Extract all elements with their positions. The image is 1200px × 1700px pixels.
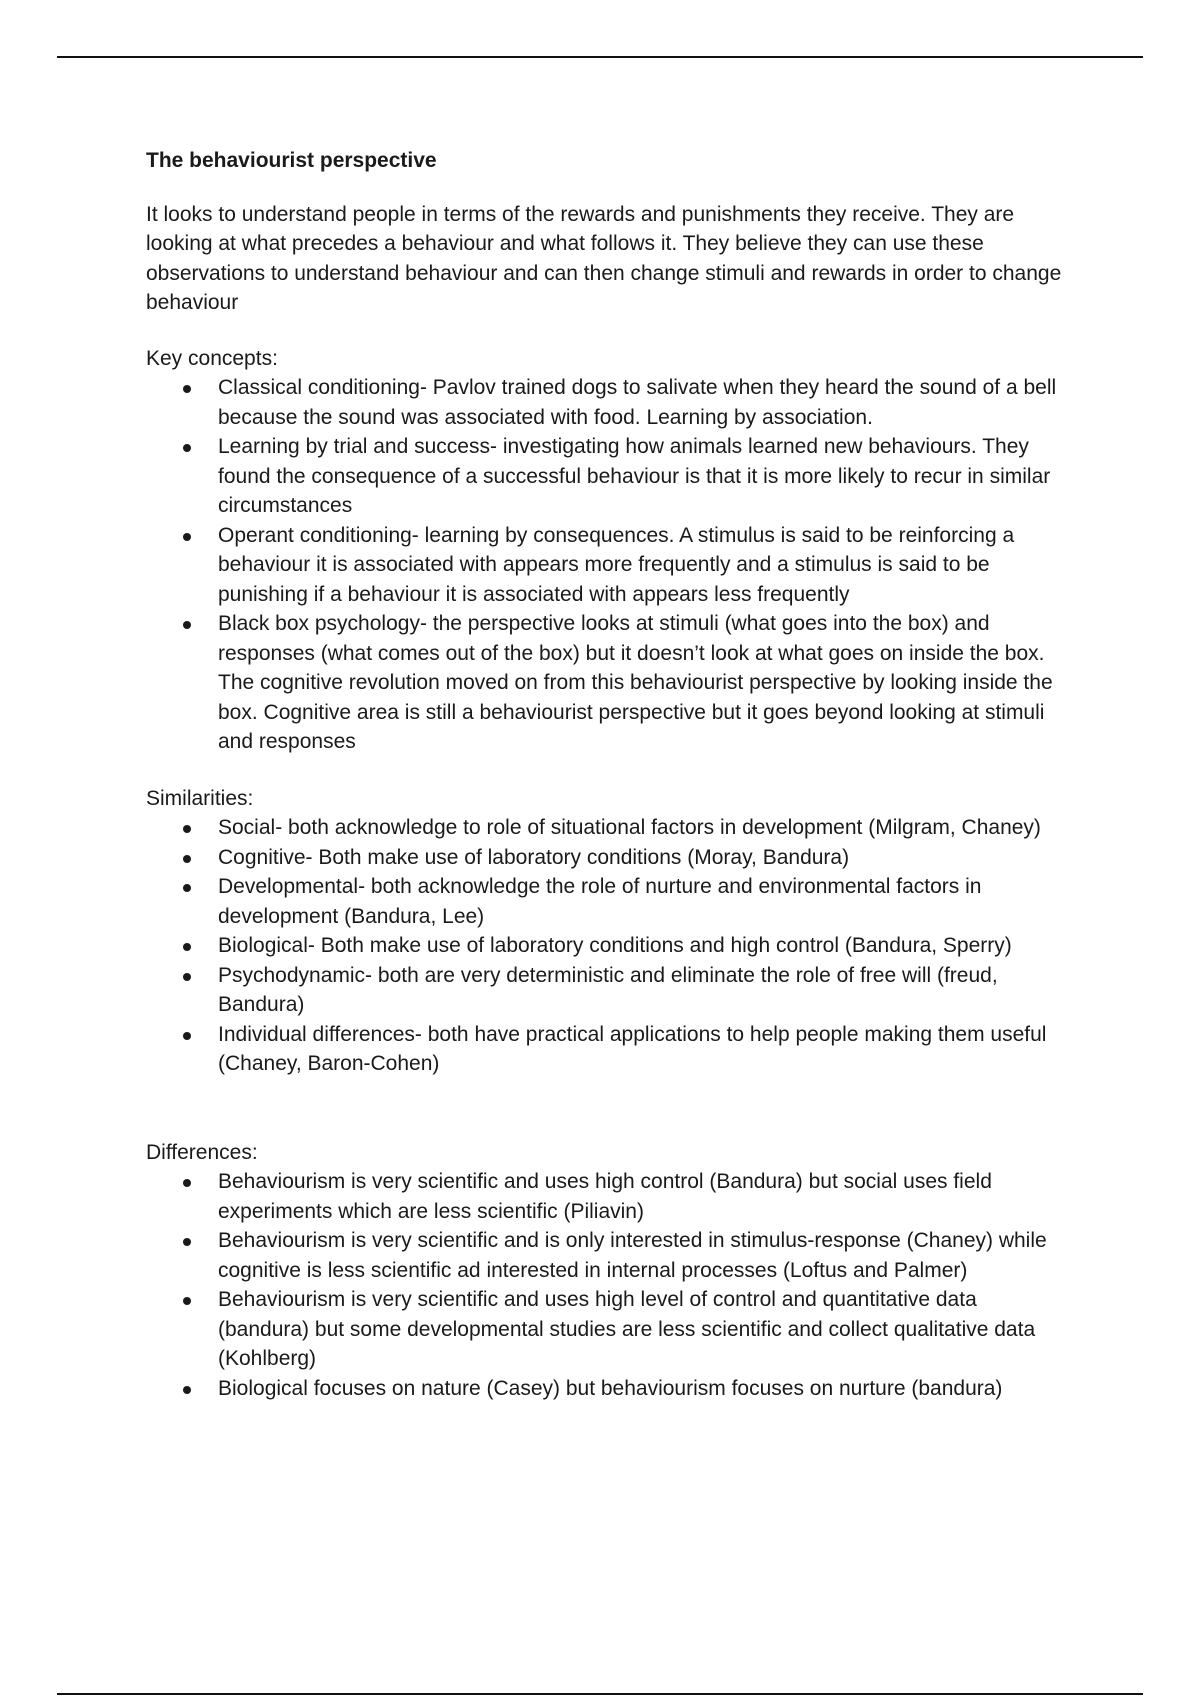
header-rule [57,56,1143,58]
bullet-icon [183,825,191,833]
document-body [146,146,1066,1403]
similarities-heading: Similarities: [146,786,254,810]
intro-paragraph: It looks to understand people in terms of the rewards and punishments they receive. They are looking at what precedes a behaviour and what follows it. They believe they can use these observations to understand behaviour and can then change stimuli and rewards in order to change behaviour [146,202,1062,314]
bullet-icon [183,943,191,951]
list-item: Classical conditioning- Pavlov trained dogs to salivate when they heard the sound of a bell because the sound was associated with food. Learning by association. [218,373,1066,432]
differences-list [146,1167,1066,1403]
key-concepts-list [146,373,1066,757]
bullet-icon [183,444,191,452]
list-item: Operant conditioning- learning by consequences. A stimulus is said to be reinforcing a behaviour it is associated with appears more frequently and a stimulus is said to be punishing if a behaviour it is associated with appears less frequently [218,521,1066,610]
bullet-icon [183,385,191,393]
list-item: Black box psychology- the perspective looks at stimuli (what goes into the box) and responses (what comes out of the box) but it doesn’t look at what goes on inside the box. The cognitive revolution moved on from this behaviourist perspective by looking inside the box. Cognitive area is still a behaviourist perspective but it goes beyond looking at stimuli and responses [218,609,1066,757]
bullet-icon [183,1179,191,1187]
list-item: Behaviourism is very scientific and uses high control (Bandura) but social uses field experiments which are less scientific (Piliavin) [218,1167,1066,1226]
list-item: Behaviourism is very scientific and is only interested in stimulus-response (Chaney) while cognitive is less scientific ad interested in internal processes (Loftus and Palmer) [218,1226,1066,1285]
bullet-icon [183,973,191,981]
bullet-icon [183,855,191,863]
bullet-icon [183,1032,191,1040]
bullet-icon [183,1297,191,1305]
list-item: Developmental- both acknowledge the role of nurture and environmental factors in development (Bandura, Lee) [218,872,1066,931]
differences-heading: Differences: [146,1140,258,1164]
list-item: Psychodynamic- both are very deterministic and eliminate the role of free will (freud, Bandura) [218,961,1066,1020]
section-spacer [146,1079,1066,1138]
document-title: The behaviourist perspective [146,149,437,172]
list-item: Cognitive- Both make use of laboratory conditions (Moray, Bandura) [218,843,1066,873]
section-spacer [146,757,1066,784]
list-item: Social- both acknowledge to role of situational factors in development (Milgram, Chaney) [218,813,1066,843]
list-item: Learning by trial and success- investigating how animals learned new behaviours. They found the consequence of a successful behaviour is that it is more likely to recur in similar circumstances [218,432,1066,521]
bullet-icon [183,533,191,541]
key-concepts-heading: Key concepts: [146,346,278,370]
bullet-icon [183,1238,191,1246]
similarities-list [146,813,1066,1079]
bullet-icon [183,884,191,892]
list-item: Biological focuses on nature (Casey) but behaviourism focuses on nurture (bandura) [218,1374,1066,1404]
bullet-icon [183,621,191,629]
list-item: Individual differences- both have practical applications to help people making them useful (Chaney, Baron-Cohen) [218,1020,1066,1079]
list-item: Behaviourism is very scientific and uses high level of control and quantitative data (bandura) but some developmental studies are less scientific and collect qualitative data (Kohlberg) [218,1285,1066,1374]
list-item: Biological- Both make use of laboratory conditions and high control (Bandura, Sperry) [218,931,1066,961]
footer-rule [57,1693,1143,1695]
bullet-icon [183,1386,191,1394]
